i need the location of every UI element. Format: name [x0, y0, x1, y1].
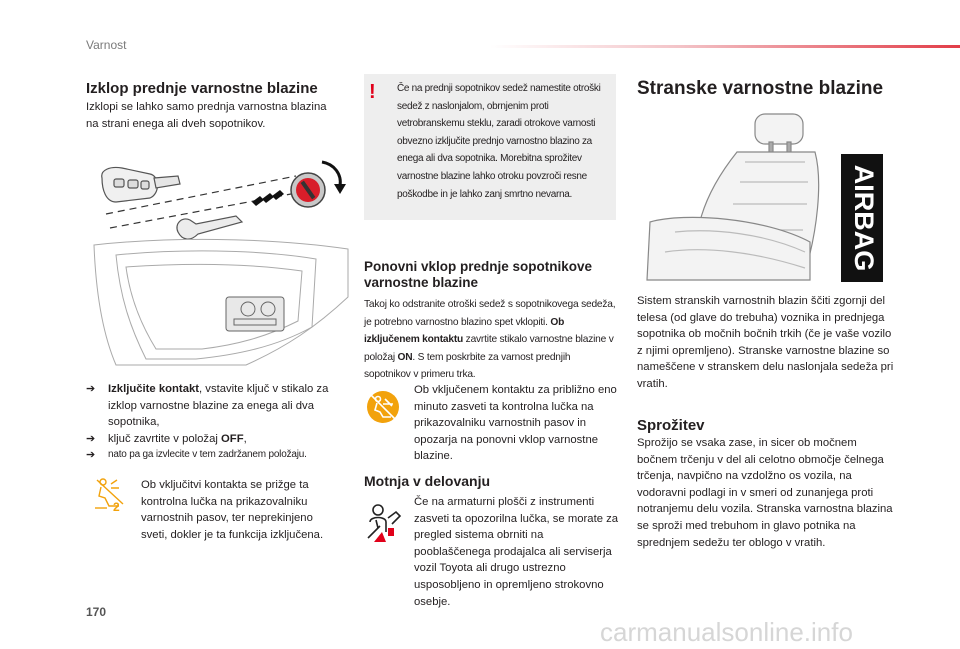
airbag-warning-lamp-icon: [366, 390, 400, 424]
malfunction-paragraph: Če na armaturni plošči z instrumenti zasveti ta opozorilna lučka, se morate za pregled sistema obrniti na pooblaščenega prodajalca ali serviserja vozil Toyota ali drugo ustrezno usposobljeno in opremljeno strokovno osebje.: [414, 496, 619, 608]
airbag-label: AIRBAG: [849, 164, 879, 272]
heading-reenable-airbag: Ponovni vklop prednje sopotnikove varnostne blazine: [364, 259, 593, 290]
svg-text:2: 2: [113, 500, 120, 512]
triggering-paragraph: Sprožijo se vsaka zase, in sicer ob močnem bočnem trčenju v del ali celotno območje čelnega trčenja, navpično na vzdolžno os vozila, na vodoravni podlagi in v smeri od zunanjega proti notranjemu delu vozila. Stranska varnostna blazina se sproži med trebuhom in glavo potnika na sprednjem sedežu ter oblogo v vratih.: [637, 437, 893, 549]
airbag-badge: [841, 154, 883, 282]
heading-side-airbags: Stranske varnostne blazine: [637, 78, 884, 99]
ignition-key: [177, 216, 242, 239]
passenger-airbag-off-lamp-icon: [93, 476, 127, 512]
car-key: [102, 167, 180, 202]
airbag-off-switch: [291, 173, 325, 207]
header-accent-bar: [490, 45, 960, 48]
rotate-arrow: [322, 162, 340, 186]
section-title: Varnost: [86, 38, 127, 52]
watermark-text: carmanualsonline.info: [600, 617, 853, 647]
reenable-paragraph: Takoj ko odstranite otroški sedež s sopotnikovega sedeža, je potrebno varnostno blazino spet vklopiti. Ob izključenem kontaktu zavrtite stikalo varnostne blazine v položaj ON. S tem poskrbite za varnost prednjih sopotnikov v primeru trka.: [364, 299, 616, 380]
arrow-bullet-icon: ➔: [86, 383, 96, 395]
lamp-reenable-paragraph: Ob vključenem kontaktu za približno eno minuto zasveti ta kontrolna lučka na prikazovalniku varnostnih pasov in opozarja na ponovni vklop varnostne blazine.: [414, 384, 617, 463]
intro-paragraph: Izklopi se lahko samo prednja varnostna blazina na strani enega ali dveh sopotnikov.: [86, 101, 327, 130]
arrow-chevrons: [252, 190, 284, 206]
warning-exclamation-icon: !: [369, 81, 376, 103]
glovebox-illustration: [86, 237, 352, 369]
seat-airbag-illustration: [645, 112, 890, 282]
switch-panel: [226, 297, 284, 331]
step-item: ➔ ključ zavrtite v položaj OFF,: [86, 431, 346, 448]
heading-malfunction: Motnja v delovanju: [364, 473, 491, 489]
side-airbags-paragraph: Sistem stranskih varnostnih blazin ščiti zgornji del telesa (od glave do trebuha) voznika in prednjega sopotnika ob močnih bočnih trkih (če je vaše vozilo z njimi opremljeno). Stranske varnostne blazine so nameščene v stranskem delu naslonjala sedeža pri vratih.: [637, 295, 894, 390]
step-item: ➔ Izključite kontakt, vstavite ključ v stikalo za izklop varnostne blazine za enega ali dva sopotnika,: [86, 383, 329, 429]
heading-disable-front-airbag: Izklop prednje varnostne blazine: [86, 80, 318, 97]
warning-text: Če na prednji sopotnikov sedež namestite otroški sedež z naslonjalom, obrnjenim proti vetrobranskemu steklu, zaradi otrokove varnosti obvezno izključite prednjo varnostno blazino za enega ali dva sopotnika. Morebitna sprožitev varnostne blazine lahko otroku povzroči resne poškodbe in je lahko zanj smrtno nevarna.: [397, 83, 601, 200]
steps-list: [86, 381, 346, 464]
key-switch-illustration: [86, 150, 352, 250]
car-seat: [647, 114, 819, 280]
heading-triggering: Sprožitev: [637, 417, 705, 434]
page-number: 170: [86, 605, 107, 619]
arrow-bullet-icon: ➔: [86, 432, 96, 445]
step-item: ➔ nato pa ga izvlecite v tem zadržanem položaju.: [86, 447, 346, 464]
lamp-note-paragraph: Ob vključitvi kontakta se prižge ta kontrolna lučka na prikazovalniku varnostnih pasov, ter neprekinjeno sveti, dokler je ta funkcija izključena.: [141, 479, 324, 541]
arrow-bullet-icon: ➔: [86, 449, 96, 462]
mechanic-service-icon: [364, 502, 402, 542]
